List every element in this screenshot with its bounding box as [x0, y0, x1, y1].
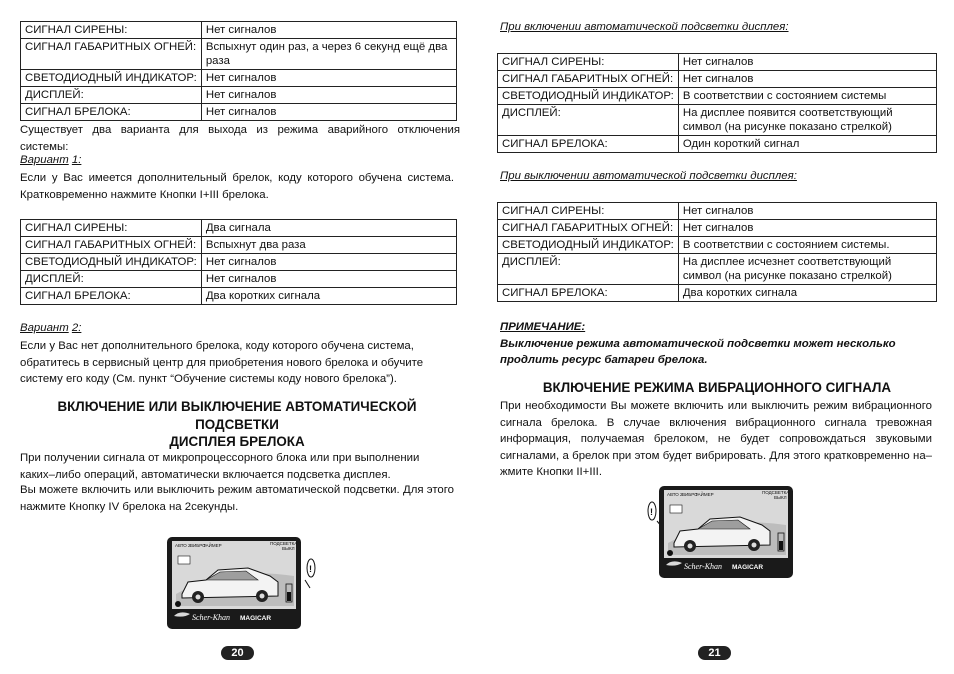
- table-row: [21, 220, 457, 237]
- lcd-label-1: АВТО 2: [175, 543, 191, 548]
- lcd-indicator-icon: !: [309, 564, 312, 574]
- left-para-2: Вы можете включить или выключить режим автоматической подсветки. Для этого нажмите Кнопку IV брелока на 2секунды.: [20, 484, 454, 513]
- row-value: Нет сигналов: [201, 70, 456, 87]
- row-label: СИГНАЛ БРЕЛОКА:: [498, 136, 679, 153]
- row-label: ДИСПЛЕЙ:: [498, 254, 679, 285]
- row-value: На дисплее появится соответствующий символ (на рисунке показано стрелкой): [678, 105, 936, 136]
- row-value: Вспыхнут один раз, а через 6 секунд ещё два раза: [201, 39, 456, 70]
- row-value: Нет сигналов: [201, 104, 456, 121]
- row-value: Один короткий сигнал: [678, 136, 936, 153]
- table-row: [21, 237, 457, 254]
- table-row: [498, 71, 937, 88]
- table-row: [498, 88, 937, 105]
- table-row: [498, 136, 937, 153]
- off-title: При выключении автоматической подсветки дисплея:: [500, 170, 797, 182]
- left-heading-line-2: ДИСПЛЕЯ БРЕЛОКА: [169, 434, 305, 449]
- row-value: Нет сигналов: [678, 203, 936, 220]
- row-label: СИГНАЛ ГАБАРИТНЫХ ОГНЕЙ:: [498, 220, 679, 237]
- row-label: СИГНАЛ ГАБАРИТНЫХ ОГНЕЙ:: [498, 71, 679, 88]
- row-label: СВЕТОДИОДНЫЙ ИНДИКАТОР:: [498, 88, 679, 105]
- variant-2-label: Вариант 2:: [20, 322, 82, 334]
- row-label: СВЕТОДИОДНЫЙ ИНДИКАТОР:: [21, 70, 202, 87]
- row-label: ДИСПЛЕЙ:: [21, 271, 202, 288]
- left-heading: [20, 398, 454, 451]
- lcd2-brand: Scher-Khan: [684, 562, 723, 571]
- variant-2-text: Если у Вас нет дополнительного брелока, коду которого обучена система, обратитесь в сервисный центр для приобретения нового брелока и обучите систему его коду (См. пункт “Обучение системы коду нового брелока”).: [20, 340, 424, 385]
- row-value: Нет сигналов: [201, 254, 456, 271]
- row-label: СИГНАЛ СИРЕНЫ:: [498, 54, 679, 71]
- page-number-left: 20: [221, 646, 254, 660]
- row-value: Два коротких сигнала: [678, 285, 936, 302]
- table-row: [21, 288, 457, 305]
- row-label: СИГНАЛ БРЕЛОКА:: [498, 285, 679, 302]
- table-row: [498, 203, 937, 220]
- variant-1-label: Вариант 1:: [20, 154, 82, 166]
- row-value: Нет сигналов: [201, 271, 456, 288]
- right-heading: ВКЛЮЧЕНИЕ РЕЖИМА ВИБРАЦИОННОГО СИГНАЛА: [542, 380, 892, 395]
- on-title: При включении автоматической подсветки дисплея:: [500, 21, 789, 33]
- row-value: На дисплее исчезнет соответствующий символ (на рисунке показано стрелкой): [678, 254, 936, 285]
- table-row: [21, 271, 457, 288]
- right-table-2: [497, 202, 937, 302]
- intro-text: Существует два варианта для выхода из режима аварийного отключения системы:: [20, 124, 460, 153]
- left-table-2: [20, 219, 457, 305]
- row-value: Нет сигналов: [678, 54, 936, 71]
- row-label: СИГНАЛ СИРЕНЫ:: [498, 203, 679, 220]
- table-row: [21, 254, 457, 271]
- row-label: ДИСПЛЕЙ:: [21, 87, 202, 104]
- page-number-right: 21: [698, 646, 731, 660]
- table-row: [21, 70, 457, 87]
- row-value: Нет сигналов: [678, 220, 936, 237]
- lcd-brand: Scher-Khan: [192, 613, 231, 622]
- row-value: В соответствии с состоянием системы.: [678, 237, 936, 254]
- variant-1-text: Если у Вас имеется дополнительный брелок, коду которого обучена система. Кратковременно нажмите Кнопки I+III брелока.: [20, 172, 454, 201]
- row-label: ДИСПЛЕЙ:: [498, 105, 679, 136]
- lcd2-label-3: ТАЙМЕР: [695, 492, 714, 497]
- row-label: СВЕТОДИОДНЫЙ ИНДИКАТОР:: [21, 254, 202, 271]
- table-row: [21, 104, 457, 121]
- row-label: СИГНАЛ БРЕЛОКА:: [21, 288, 202, 305]
- table-row: [498, 237, 937, 254]
- table-row: [21, 39, 457, 70]
- left-para-1: При получении сигнала от микропроцессорного блока или при выполнении каких–либо операций, автоматически включается подсветка дисплея.: [20, 452, 420, 481]
- lcd2-label-1: АВТО 2: [667, 492, 683, 497]
- left-table-1: [20, 21, 457, 121]
- left-heading-line-1: ВКЛЮЧЕНИЕ ИЛИ ВЫКЛЮЧЕНИЕ АВТОМАТИЧЕСКОЙ ПОДСВЕТКИ: [57, 399, 417, 432]
- lcd2-label-5: ВЫКЛ: [774, 495, 787, 500]
- row-value: Два сигнала: [201, 220, 456, 237]
- lcd-label-3: ТАЙМЕР: [203, 543, 222, 548]
- row-label: СИГНАЛ СИРЕНЫ:: [21, 22, 202, 39]
- table-row: [21, 22, 457, 39]
- row-label: СИГНАЛ ГАБАРИТНЫХ ОГНЕЙ:: [21, 39, 202, 70]
- table-row: [498, 54, 937, 71]
- lcd2-model: MAGICAR: [732, 564, 764, 571]
- lcd-model: MAGICAR: [240, 615, 272, 622]
- right-table-1: [497, 53, 937, 153]
- table-row: [498, 285, 937, 302]
- row-value: Нет сигналов: [201, 87, 456, 104]
- row-label: СВЕТОДИОДНЫЙ ИНДИКАТОР:: [498, 237, 679, 254]
- keyfob-display-illustration: [166, 536, 316, 637]
- lcd-label-5: ВЫКЛ: [282, 546, 295, 551]
- lcd2-label-2: ВИБРО: [682, 492, 698, 497]
- note-text: Выключение режима автоматической подсветки может несколько продлить ресурс батареи брелока.: [500, 338, 896, 366]
- lcd2-label-4: ПОДСВЕТКА: [762, 490, 790, 495]
- lcd-label-2: ВИБРО: [190, 543, 206, 548]
- row-value: Вспыхнут два раза: [201, 237, 456, 254]
- row-label: СИГНАЛ СИРЕНЫ:: [21, 220, 202, 237]
- table-row: [498, 220, 937, 237]
- table-row: [498, 105, 937, 136]
- table-row: [498, 254, 937, 285]
- row-value: Нет сигналов: [201, 22, 456, 39]
- table-row: [21, 87, 457, 104]
- note-title: ПРИМЕЧАНИЕ:: [500, 321, 586, 333]
- row-value: В соответствии с состоянием системы: [678, 88, 936, 105]
- keyfob-display-illustration-2: [646, 485, 798, 586]
- row-value: Два коротких сигнала: [201, 288, 456, 305]
- row-label: СИГНАЛ БРЕЛОКА:: [21, 104, 202, 121]
- right-para: При необходимости Вы можете включить или выключить режим вибрационного сигнала брелока. В случае включения вибрационного сигнала тревожная информация, получаемая брелоком, не будет сопровождаться звуковыми сигналами, а брелок при этом будет вибрировать. Для этого кратковременно на–жмите Кнопки II+III.: [500, 400, 932, 478]
- row-value: Нет сигналов: [678, 71, 936, 88]
- row-label: СИГНАЛ ГАБАРИТНЫХ ОГНЕЙ:: [21, 237, 202, 254]
- page-right: [477, 0, 954, 674]
- lcd-indicator-icon-2: !: [650, 507, 653, 517]
- lcd-label-4: ПОДСВЕТКА: [270, 541, 298, 546]
